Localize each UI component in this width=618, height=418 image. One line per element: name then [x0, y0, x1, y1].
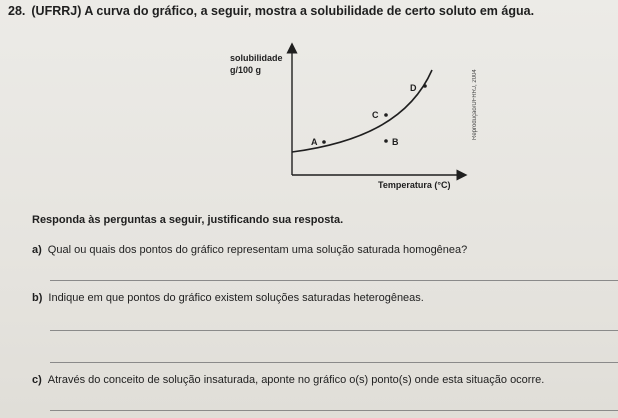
solubility-chart-svg: [200, 40, 500, 205]
x-axis-label: Temperatura (°C): [378, 180, 451, 190]
item-b-text: Indique em que pontos do gráfico existem soluções saturadas heterogêneas.: [48, 292, 424, 304]
instruction-text: Responda às perguntas a seguir, justificando sua resposta.: [32, 214, 344, 226]
point-b-label: B: [392, 137, 399, 147]
point-a-label: A: [311, 137, 318, 147]
answer-line-b2[interactable]: [50, 362, 618, 363]
answer-line-a[interactable]: [50, 280, 618, 281]
item-c-letter: c): [32, 374, 42, 386]
item-a-text: Qual ou quais dos pontos do gráfico representam uma solução saturada homogênea?: [47, 244, 468, 256]
answer-line-b1[interactable]: [50, 330, 618, 331]
item-c: [32, 374, 544, 386]
y-axis-label-line1: solubilidade: [230, 53, 283, 63]
point-b-marker: [384, 139, 388, 143]
item-a-letter: a): [32, 244, 42, 256]
point-d-marker: [423, 84, 427, 88]
question-header: [8, 4, 534, 18]
answer-line-c[interactable]: [50, 410, 618, 411]
question-text: (UFRRJ) A curva do gráfico, a seguir, mostra a solubilidade de certo soluto em água.: [31, 4, 535, 18]
item-b-letter: b): [32, 292, 43, 304]
point-c-label: C: [372, 110, 379, 120]
item-a: [32, 244, 467, 256]
item-c-text: Através do conceito de solução insaturada, aponte no gráfico o(s) ponto(s) onde esta situação ocorre.: [47, 374, 545, 386]
y-axis-label-line2: g/100 g: [230, 65, 262, 75]
image-credit: Reprodução/UFRRJ, 2004: [472, 69, 478, 140]
point-c-marker: [384, 113, 388, 117]
question-number: 28.: [8, 4, 26, 18]
item-b: [32, 292, 424, 304]
point-d-label: D: [410, 83, 417, 93]
point-a-marker: [322, 140, 326, 144]
solubility-chart: [200, 40, 500, 205]
